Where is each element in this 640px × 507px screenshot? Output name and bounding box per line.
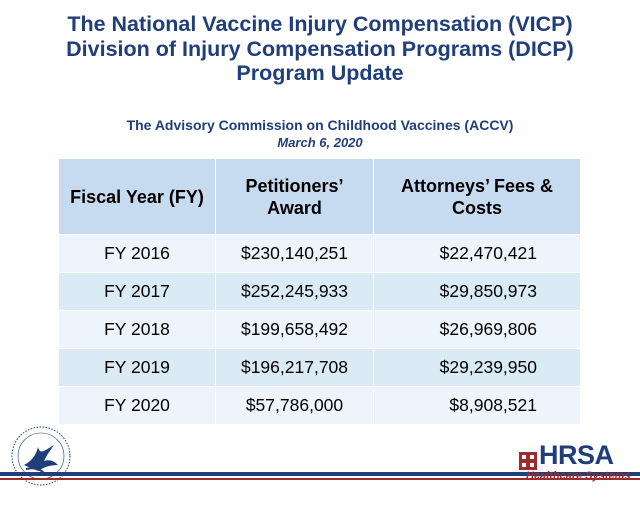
table-row [59, 349, 581, 387]
page-title [0, 12, 640, 86]
table-row [59, 235, 581, 273]
hrsa-logo-mark-icon [519, 452, 537, 470]
date: March 6, 2020 [277, 135, 363, 150]
hrsa-logo-text: HRSA [539, 440, 614, 470]
fy-cell: FY 2017 [59, 273, 216, 311]
fees-cell [374, 349, 581, 387]
header-fiscal-year: Fiscal Year (FY) [59, 159, 216, 235]
fees-cell [374, 235, 581, 273]
fees-value: $26,969,806 [439, 319, 537, 339]
subtitle: The Advisory Commission on Childhood Vaccines (ACCV) [126, 117, 514, 133]
title-line-3: Program Update [236, 61, 404, 85]
award-cell: $57,786,000 [216, 387, 374, 425]
fy-cell: FY 2020 [59, 387, 216, 425]
fees-cell [374, 311, 581, 349]
fy-cell: FY 2019 [59, 349, 216, 387]
header-petitioners-award: Petitioners’ Award [216, 159, 374, 235]
table-header-row [59, 159, 581, 235]
fees-value: $8,908,521 [449, 395, 537, 415]
award-cell: $199,658,492 [216, 311, 374, 349]
awards-table [58, 158, 581, 425]
title-line-1: The National Vaccine Injury Compensation (VICP) [67, 12, 573, 36]
fees-value: $22,470,421 [439, 243, 537, 263]
fees-value: $29,850,973 [439, 281, 537, 301]
fees-value: $29,239,950 [439, 357, 537, 377]
header-attorneys-fees: Attorneys’ Fees & Costs [374, 159, 581, 235]
award-cell: $196,217,708 [216, 349, 374, 387]
table-row [59, 387, 581, 425]
hrsa-logo-subtext: Healthcare Systems [526, 470, 631, 482]
award-cell: $252,245,933 [216, 273, 374, 311]
award-cell: $230,140,251 [216, 235, 374, 273]
fees-cell [374, 387, 581, 425]
fees-cell [374, 273, 581, 311]
table-row [59, 311, 581, 349]
fy-cell: FY 2018 [59, 311, 216, 349]
fy-cell: FY 2016 [59, 235, 216, 273]
table-row [59, 273, 581, 311]
title-line-2: Division of Injury Compensation Programs (DICP) [66, 36, 574, 61]
